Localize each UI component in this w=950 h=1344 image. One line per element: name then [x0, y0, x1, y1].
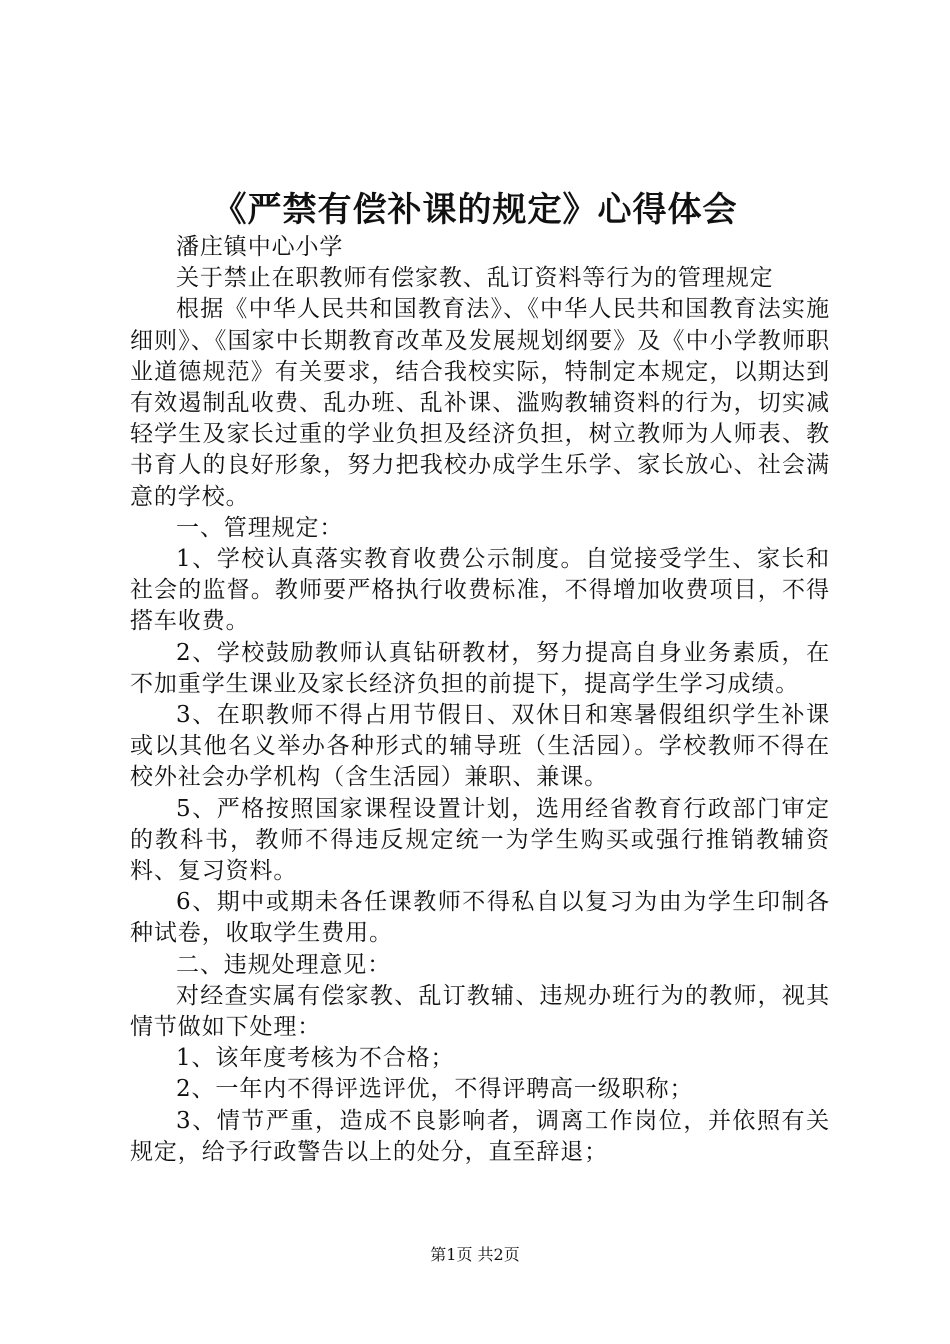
school-name: 潘庄镇中心小学	[176, 234, 344, 260]
rule-paragraph-5: 5、严格按照国家课程设置计划，选用经省教育行政部门审定的教科书，教师不得违反规定统一为学生购买或强行推销教辅资料、复习资料。	[130, 795, 830, 885]
rule-paragraph-3: 3、在职教师不得占用节假日、双休日和寒暑假组织学生补课或以其他名义举办各种形式的辅导班（生活园）。学校教师不得在校外社会办学机构（含生活园）兼职、兼课。	[130, 702, 830, 791]
section-heading-management: 一、管理规定：	[176, 514, 344, 541]
penalty-item-1: 1、该年度考核为不合格；	[176, 1045, 455, 1072]
document-body	[130, 232, 830, 1168]
rule-paragraph-6: 6、期中或期未各任课教师不得私自以复习为由为学生印制各种试卷，收取学生费用。	[130, 889, 830, 947]
violation-intro: 对经查实属有偿家教、乱订教辅、违规办班行为的教师，视其情节做如下处理：	[130, 982, 830, 1041]
penalty-item-2: 2、一年内不得评选评优，不得评聘高一级职称；	[176, 1076, 694, 1103]
regulation-title: 关于禁止在职教师有偿家教、乱订资料等行为的管理规定	[176, 265, 774, 292]
intro-paragraph: 根据《中华人民共和国教育法》、《中华人民共和国教育法实施细则》、《国家中长期教育改革及发展规划纲要》及《中小学教师职业道德规范》有关要求，结合我校实际，特制定本规定，以期达到有效遏制乱收费、乱办班、乱补课、滥购教辅资料的行为，切实减轻学生及家长过重的学业负担及经济负担，树立教师为人师表、教书育人的良好形象，努力把我校办成学生乐学、家长放心、社会满意的学校。	[130, 296, 830, 510]
page-footer: 第1页 共2页	[430, 1245, 520, 1264]
penalty-item-3: 3、情节严重，造成不良影响者，调离工作岗位，并依照有关规定，给予行政警告以上的处分，直至辞退；	[130, 1107, 830, 1165]
document-title: 《严禁有偿补课的规定》心得体会	[212, 190, 738, 230]
section-heading-violations: 二、违规处理意见：	[176, 951, 392, 978]
rule-paragraph-1: 1、学校认真落实教育收费公示制度。自觉接受学生、家长和社会的监督。教师要严格执行收费标准，不得增加收费项目，不得搭车收费。	[130, 546, 830, 635]
rule-paragraph-2: 2、学校鼓励教师认真钻研教材，努力提高自身业务素质，在不加重学生课业及家长经济负担的前提下，提高学生学习成绩。	[130, 639, 830, 697]
